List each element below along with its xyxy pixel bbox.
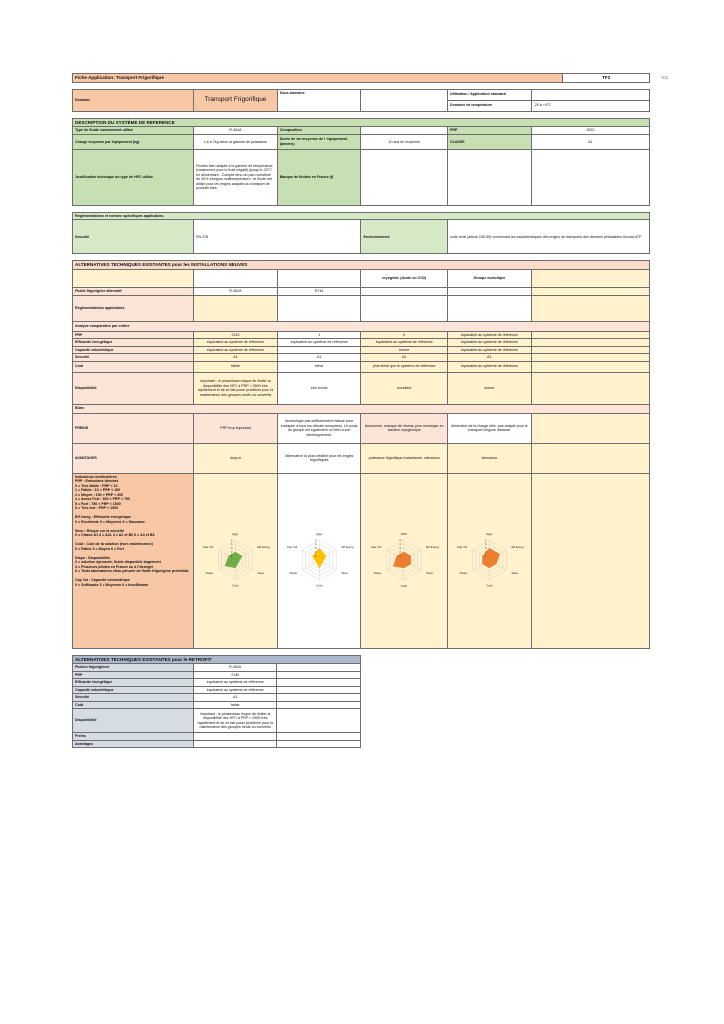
radar-axis-label: Coût [232, 583, 239, 588]
radar-axis-label: Dispo [289, 570, 298, 575]
indicator-line: 6 = Tests laboratoires et/ou pénurie de fluide frigorigène prévisible [75, 569, 189, 574]
radar-axis-label: Cap Vol [203, 545, 214, 550]
crit-row-capacite: Capacité volumétrique équivalent au système de référence bonne équivalent au système de référence [73, 346, 650, 353]
crit-row-securite: Sécurité A1 A1 A1 A1 [73, 354, 650, 361]
retro-row-value: R-452A [193, 664, 277, 671]
retrofit-table [72, 655, 361, 749]
retro-avantages-label: Avantages [73, 740, 194, 747]
bilan-label: Bilan [73, 404, 650, 413]
banque-label: Banque de fluides en France (t) [277, 149, 361, 205]
radar-chart-2 [280, 527, 359, 593]
domain-table [72, 89, 650, 112]
radar-axis-label: Cap Vol [371, 544, 382, 549]
charge-value: 1,6 à 7kg selon la gamme de puissance [194, 134, 278, 149]
reference-table [72, 118, 650, 206]
banque-value [361, 149, 448, 205]
sheet-title: Fiche Application: Transport Frigorifique [73, 74, 563, 83]
securite-value: EN 378 [194, 220, 361, 254]
alt-col-header-4: Groupe eutectique [448, 270, 532, 288]
radar-axis-label: Dispo [205, 570, 214, 575]
retro-row-value: équivalent au système de référence [193, 679, 277, 686]
indicator-line: 0 = Très faible : PRP < 10 [75, 483, 118, 488]
temperature-label: Domaine de température [448, 100, 532, 111]
retro-row-label: Efficacité énergétique [73, 679, 194, 686]
radar-axis-label: Eff Energ [511, 545, 524, 550]
utilisation-value [531, 89, 649, 100]
radar-chart-1 [196, 527, 275, 593]
environnement-label: Environnement [361, 220, 448, 254]
radar-axis-label: Sécu [511, 570, 519, 575]
retro-row [73, 694, 361, 701]
avantages-row: AVANTAGES drop-in l'alternative la plus crédible pour les engins frigorifiques puissance frigorifique instantanée, silencieux silencieux [73, 443, 650, 473]
classe-value: A1 [531, 134, 649, 149]
indicator-line: 0 = Classe A1 3 = A2L 4 = A2 et B2 6 = A3 et B3 [75, 533, 155, 538]
fluide-alt-1: R-452A [194, 288, 278, 295]
radar-tick-label: 2 [399, 550, 402, 554]
retrofit-title: ALTERNATIVES TECHNIQUES EXISTANTES pour le RETROFIT [73, 655, 361, 664]
radar-axis-label: PRP [486, 532, 493, 537]
radar-tick-label: 2 [231, 550, 233, 554]
retro-row [73, 664, 361, 671]
classe-label: CLASSE [448, 134, 532, 149]
duree-value: 10 ans en moyenne [361, 134, 448, 149]
radar-tick-label: 5 [484, 539, 487, 543]
indicators-row [73, 473, 650, 648]
alt-col-header-1 [194, 270, 278, 288]
indicator-line: Eff énerg : Efficacité énergétique [75, 515, 132, 520]
retro-row-value: équivalent au système de référence [193, 686, 277, 693]
crit-row-efficacite: Efficacité énergétique équivalent au système de référence équivalent au système de référence équivalent au système de référence équivalent au système de référence [73, 339, 650, 346]
radar-axis-label: Cap Vol [456, 545, 468, 550]
charge-label: Charge moyenne par équipement (kg) [73, 134, 194, 149]
alternatives-new-table [72, 260, 650, 648]
application-sheet [72, 73, 650, 748]
retro-dispo-value: important : le phasedown risque de limiter la disponibilité des HFC à PRP > 2500 très rapidement et de ce fait poser problème pour la maintenance des groupes neufs ou convertis [193, 709, 277, 733]
indicator-line: 0 = Excellente 3 = Moyenne 6 = Mauvaise [75, 519, 145, 524]
radar-axis-label: Eff Energ [257, 545, 270, 550]
fluide-alt-label: Fluide frigorigène alternatif [73, 288, 194, 295]
radar-tick-label: 3 [399, 546, 402, 550]
radar-axis-label: PRP [316, 532, 323, 537]
radar-tick-label: 5 [314, 539, 317, 543]
radar-tick-label: 1 [484, 554, 487, 558]
radar-axis-label: Dispo [459, 570, 468, 575]
radar-axis-label: Eff Energ [426, 544, 440, 549]
retro-row-label: Sécurité [73, 694, 194, 701]
retro-row [73, 701, 361, 708]
header-table [72, 73, 650, 83]
indicator-line: Cap Vol : Capacité volumétrique [75, 578, 130, 583]
indicator-line: PRP : Emissions directes [75, 479, 119, 484]
justification-value: Fluides bien adapté à la gamme de température (notamment pour le froid négatif) (jusqu'à -20°C en alimentaire...Compte-tenu du parc constitué de 30% d'engins multitempérature, ce fluide est utilisé pour les engins adaptés au transport de produits frais. [194, 149, 278, 205]
radar-chart-4 [450, 527, 529, 593]
indicator-line: 3 = Plusieurs pilotes en France ou à l'étranger [75, 564, 154, 569]
justification-label: Justification technique du type de HFC utilisé [73, 149, 194, 205]
composition-label: Composition [277, 127, 361, 134]
prp-value: 3922 [531, 127, 649, 134]
radar-tick-label: 4 [399, 542, 402, 546]
radar-axis-label: Coût [316, 583, 323, 588]
radar-axis-label: PRP [401, 531, 408, 536]
retro-row [73, 686, 361, 693]
indicator-line: 5 = Fort : 750 < PRP < 1500 [75, 501, 121, 506]
indicator-line: 0 = solution éprouvée, fluide disponible largement [75, 560, 161, 565]
fluid-type-value: R-404A [194, 127, 278, 134]
radar-axis-label: Sécu [426, 570, 434, 575]
regl-applicables-label: Réglementations applicables [73, 295, 194, 321]
indicator-line: Dispo : Disponibilité [75, 555, 110, 560]
domaine-value: Transport Frigorifique [194, 89, 278, 111]
duree-label: Durée de vie moyenne de l 'équipement (années) [277, 134, 361, 149]
retro-row [73, 671, 361, 678]
alt-col-header-2 [277, 270, 361, 288]
radar-tick-label: 1 [231, 554, 233, 558]
radar-axis-label: Cap Vol [286, 545, 298, 550]
retro-row [73, 679, 361, 686]
crit-row-cout: Coût faible élevé plus élevé que le système de référence équivalent au système de référence [73, 361, 650, 372]
retro-row-label: PRP [73, 671, 194, 678]
radar-series-area [394, 552, 411, 568]
crit-row-prp: PRP 2140 1 0 équivalent au système de référence [73, 331, 650, 338]
alternatives-new-title: ALTERNATIVES TECHNIQUES EXISTANTES pour les INSTALLATIONS NEUVES [73, 261, 650, 270]
retro-row-label: Coût [73, 701, 194, 708]
fluide-alt-3 [361, 288, 448, 295]
alt-col-header-3: cryogénie (Azote ou CO2) [361, 270, 448, 288]
radar-tick-label: 5 [399, 538, 402, 542]
indicator-line: 0 = Faible 3 = Moyen 6 = Fort [75, 546, 125, 551]
radar-axis-label: Sécu [341, 570, 348, 575]
environnement-value: code rural (article 236-59) concernant les caractéristiques des engins de transports des denrées périssables Accord ATP [448, 220, 650, 254]
radar-axis-label: Dispo [374, 570, 382, 575]
indicator-line: 0 = Suffisante 3 = Moyenne 6 = Insuffisante [75, 582, 149, 587]
utilisation-label: Utilisation / Application standard [448, 89, 532, 100]
radar-axis-label: Sécu [257, 570, 265, 575]
radar-tick-label: 2 [314, 550, 317, 554]
crit-row-disponibilite: Disponibilité important : le phasedown risque de limiter la disponibilité des HFC à PRP > 2500 très rapidement et de ce fait poser problème pour la maintenance des groupes neufs ou convertis très bonne excellent bonne [73, 372, 650, 404]
radar-axis-label: Coût [401, 583, 408, 588]
radar-tick-label: 3 [484, 547, 487, 551]
radar-tick-label: 3 [231, 547, 233, 551]
indicator-line: 1 = Faible : 10 < PRP < 150 [75, 488, 121, 493]
radar-axis-label: Eff Energ [341, 545, 354, 550]
radar-tick-label: 5 [231, 539, 233, 543]
indicator-line: 4 = Assez Fort : 300 < PRP < 750 [75, 497, 131, 502]
indicator-line: 2 = Moyen : 150 < PRP < 300 [75, 492, 124, 497]
retro-row-value: A1 [193, 694, 277, 701]
sheet-code: TF2 [563, 74, 650, 83]
indicator-line: 6 = Très fort : PRP > 1500 [75, 506, 119, 511]
retro-row-label: Capacité volumétrique [73, 686, 194, 693]
radar-axis-label: Coût [486, 583, 493, 588]
indicator-line: Sécu : Risque sur la sécurité [75, 528, 125, 533]
radar-tick-label: 4 [484, 543, 487, 547]
radar-tick-label: 3 [314, 547, 317, 551]
retro-row-label: Fluides frigorigènes [73, 664, 194, 671]
domaine-label: Domaine [73, 89, 194, 111]
prp-label: PRP [448, 127, 532, 134]
freins-row: FREINS PRP trop important technologie pas suffisamment mature pour s'adapter à tous les climats européens. Le poids du groupe est également un frein à son développement. Autonomie, manque de réseau pour recharger en solution cryogénique diminution de la charge utile, pas adapté pour le transport longues distance [73, 413, 650, 443]
fluide-alt-4 [448, 288, 532, 295]
radar-tick-label: 1 [399, 554, 402, 558]
radar-tick-label: 4 [231, 543, 233, 547]
radar-axis-label: PRP [232, 532, 239, 537]
retro-row-value: faible [193, 701, 277, 708]
temperature-value: -20 à +4°C [531, 100, 649, 111]
fluid-type-label: Type de fluide couramment utilisé [73, 127, 194, 134]
radar-tick-label: 4 [314, 543, 317, 547]
indicator-line: Coût : Coût de la solution (hors maintenance) [75, 542, 153, 547]
securite-label: Sécurité [73, 220, 194, 254]
fluide-alt-2: R744 [277, 288, 361, 295]
indicators-legend: Indicateurs multicritères PRP : Emissions directes 0 = Très faible : PRP < 10 1 = Faible : 10 < PRP < 150 2 = Moyen : 150 < PRP < 300 4 = Assez Fort : 300 < PRP < 750 5 = Fort : 750 < PRP < 1500 6 = Très fort : PRP > 1500 Eff énerg : Efficacité énergétique 0 = Excellente 3 = Moyenne 6 = Mauvaise Sécu : Risque sur la sécurité 0 = Classe A1 3 = A2L 4 = A2 et B2 6 = A3 et B3 Coût : Coût de la solution (hors maintenance) 0 = Faible 3 = Moyen 6 = Fort Dispo : Disponibilité 0 = solution éprouvée, fluide disponible largement 3 = Plusieurs pilotes en France ou à l'étranger 6 = Tests laboratoires et/ou pénurie de fluide frigorigène prévisible Cap Vol : Capacité volumétrique 0 = Suffisante 3 = Moyenne 6 = Insuffisante [73, 473, 194, 648]
retro-freins-label: Freins [73, 733, 194, 740]
radar-tick-label: 2 [484, 550, 487, 554]
reference-title: DESCRIPTION DU SYSTÈME DE REFERENCE [73, 118, 650, 127]
retro-dispo-label: Disponibilité [73, 709, 194, 733]
regulations-table [72, 212, 650, 254]
sous-domaine-label: Sous-domaine [277, 89, 361, 111]
sous-domaine-value [361, 89, 448, 111]
radar-tick-label: 1 [314, 554, 317, 558]
composition-value [361, 127, 448, 134]
analyse-label: Analyse comparative par critère [73, 321, 650, 331]
regulations-title: Réglementations et normes spécifiques applicables [73, 212, 650, 219]
retro-row-value: 2140 [193, 671, 277, 678]
radar-chart-3 [363, 527, 445, 593]
side-code: TC2 [661, 76, 668, 80]
